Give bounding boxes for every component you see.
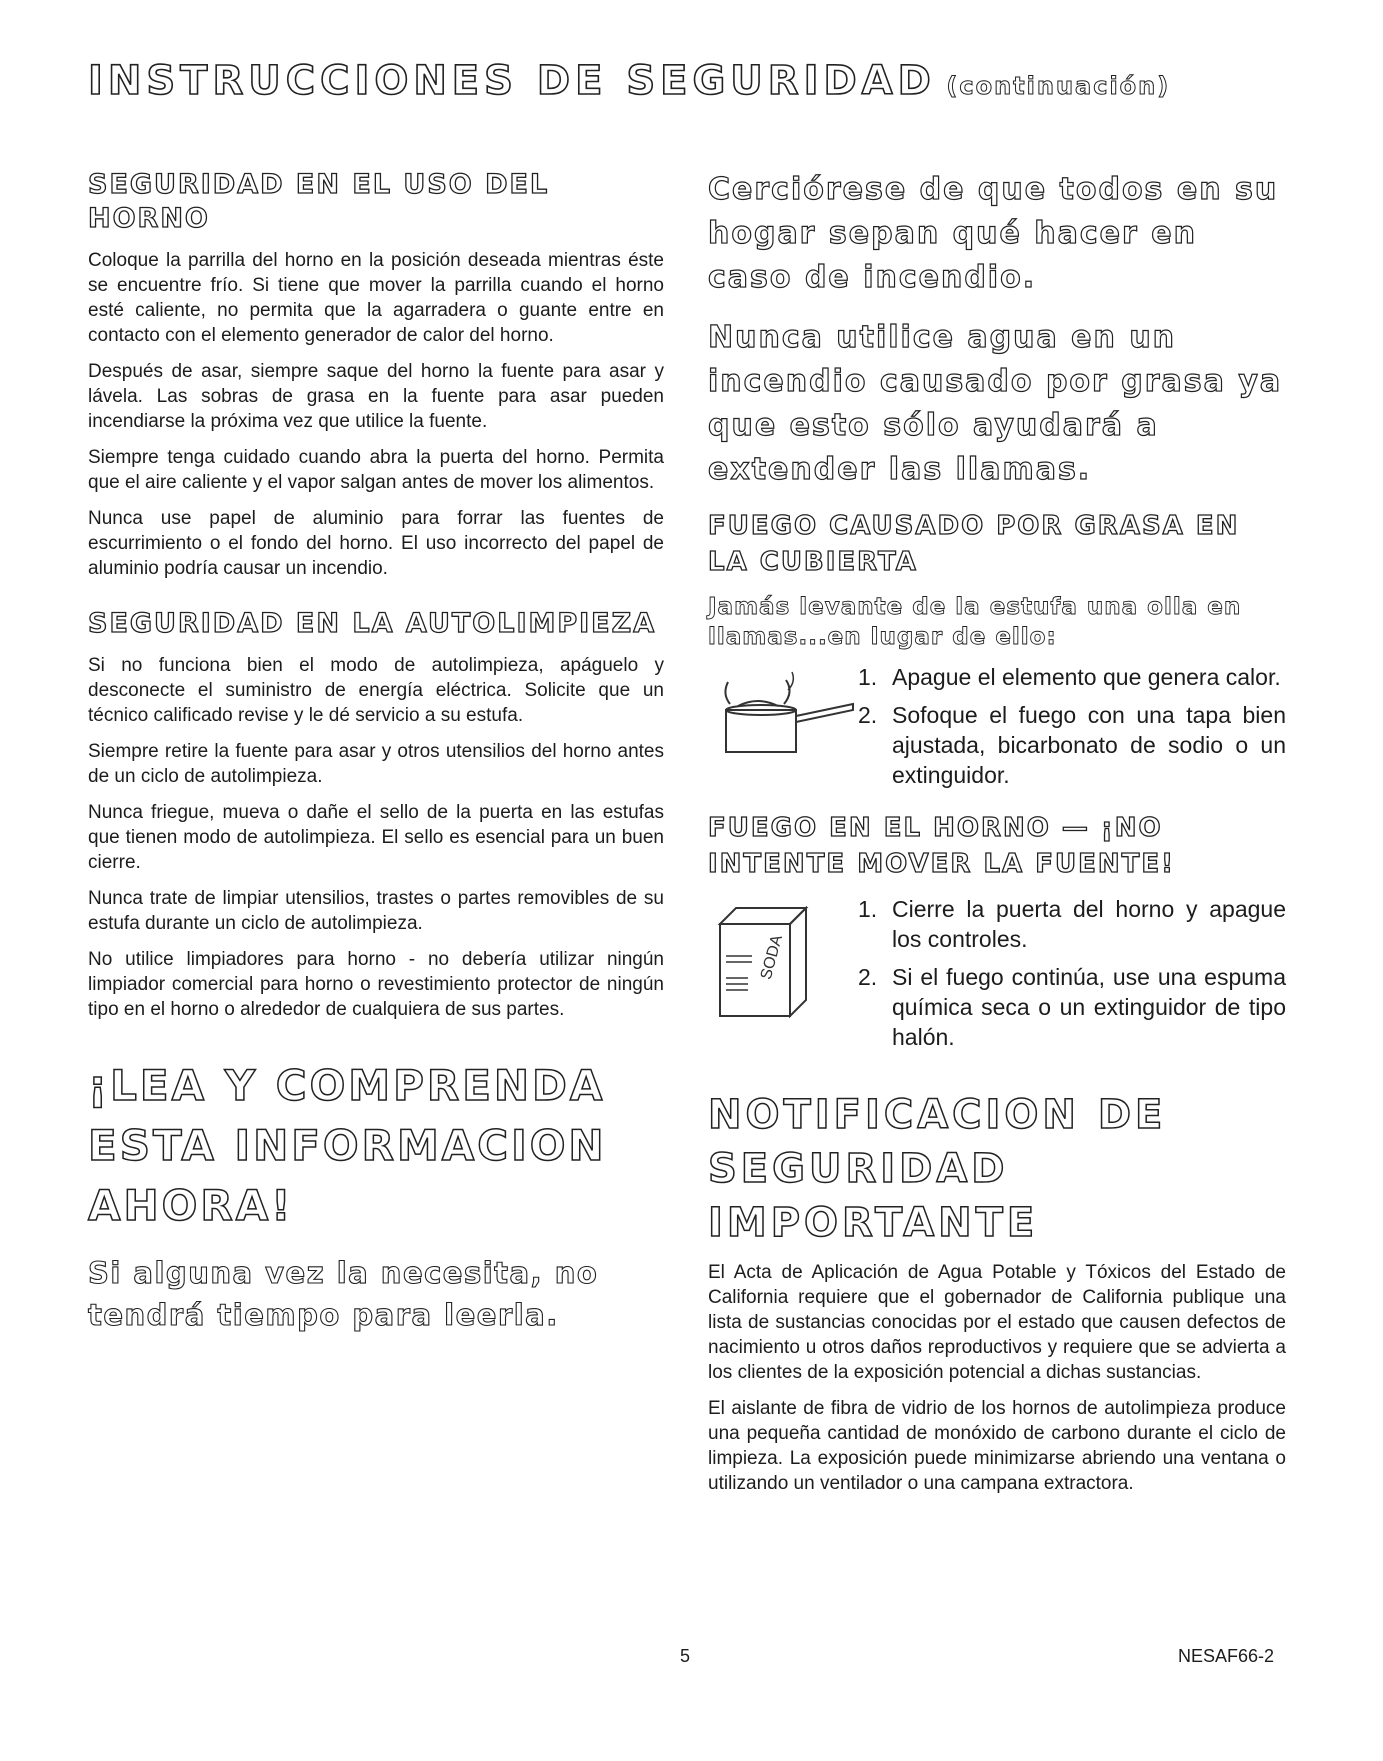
grease-fire-steps <box>708 662 1286 798</box>
title-suffix: (continuación) <box>946 72 1171 100</box>
soda-label: SODA <box>757 933 786 982</box>
step-text: Sofoque el fuego con una tapa bien ajustada, bicarbonato de sodio o un extinguidor. <box>892 702 1286 788</box>
oven-fire-steps <box>708 894 1286 1060</box>
paragraph: Nunca trate de limpiar utensilios, trastes o partes removibles de su estufa durante un ciclo de autolimpieza. <box>88 888 664 934</box>
page-title <box>88 58 1170 104</box>
page-number: 5 <box>680 1646 691 1666</box>
baking-soda-box-icon <box>708 894 858 1024</box>
step-text: Si el fuego continúa, use una espuma química seca o un extinguidor de tipo halón. <box>892 964 1286 1050</box>
step-number: 1. <box>858 664 878 690</box>
paragraph: Después de asar, siempre saque del horno la fuente para asar y lávela. Las sobras de grasa en la fuente para asar pueden incendiarse la próxima vez que utilice la fuente. <box>88 361 664 432</box>
paragraph: Coloque la parrilla del horno en la posición deseada mientras éste se encuentre frío. Si tiene que mover la parrilla cuando el horno esté caliente, no permita que la agarradera o guante entre en contacto con el elemento generador de calor del horno. <box>88 250 664 346</box>
section-heading-oven-safety: SEGURIDAD EN EL USO DEL HORNO <box>88 169 550 234</box>
section-heading-grease-fire: FUEGO CAUSADO POR GRASA EN LA CUBIERTA <box>708 511 1240 577</box>
step-number: 2. <box>858 964 878 990</box>
step-text: Apague el elemento que genera calor. <box>892 664 1281 690</box>
callout-household-plan: Cerciórese de que todos en su hogar sepan qué hacer en caso de incendio. <box>708 172 1279 295</box>
flaming-pan-illustration <box>708 662 858 798</box>
callout-read-now-sub: Si alguna vez la necesita, no tendrá tiempo para leerla. <box>88 1256 599 1332</box>
section-heading-oven-fire: FUEGO EN EL HORNO — ¡NO INTENTE MOVER LA FUENTE! <box>708 813 1175 879</box>
step-text: Cierre la puerta del horno y apague los controles. <box>892 896 1286 952</box>
list-item <box>858 894 1286 954</box>
callout-read-now: ¡LEA Y COMPRENDA ESTA INFORMACION AHORA! <box>88 1061 607 1230</box>
title-main: INSTRUCCIONES DE SEGURIDAD <box>88 58 936 104</box>
right-column <box>708 168 1286 1507</box>
paragraph: Siempre tenga cuidado cuando abra la puerta del horno. Permita que el aire caliente y el vapor salgan antes de mover los alimentos. <box>88 447 664 493</box>
list-item <box>858 700 1286 790</box>
document-code: NESAF66-2 <box>1178 1646 1275 1666</box>
section-heading-important-notice: NOTIFICACION DE SEGURIDAD IMPORTANTE <box>708 1092 1167 1246</box>
step-number: 1. <box>858 896 878 922</box>
paragraph: Nunca use papel de aluminio para forrar las fuentes de escurrimiento o el fondo del horno. El uso incorrecto del papel de aluminio podría causar un incendio. <box>88 508 664 579</box>
paragraph: No utilice limpiadores para horno - no debería utilizar ningún limpiador comercial para horno o revestimiento protector de ningún tipo en el horno o alrededor de cualquiera de sus partes. <box>88 949 664 1020</box>
paragraph: Nunca friegue, mueva o dañe el sello de la puerta en las estufas que tienen modo de autolimpieza. El sello es esencial para un buen cierre. <box>88 802 664 873</box>
left-column <box>88 168 664 1336</box>
paragraph: El Acta de Aplicación de Agua Potable y Tóxicos del Estado de California requiere que el gobernador de California publique una lista de sustancias conocidas por el estado que causen defectos de nacimiento u otros daños reproductivos y requiere que se advierta a los clientes de la exposición potencial a dichas sustancias. <box>708 1262 1286 1383</box>
callout-no-water-grease: Nunca utilice agua en un incendio causado por grasa ya que esto sólo ayudará a extender las llamas. <box>708 320 1283 487</box>
paragraph: El aislante de fibra de vidrio de los hornos de autolimpieza produce una pequeña cantidad de monóxido de carbono durante el ciclo de limpieza. La exposición puede minimizarse abriendo una ventana o utilizando un ventilador o una campana extractora. <box>708 1398 1286 1494</box>
flaming-pan-icon <box>708 662 858 772</box>
section-heading-self-clean-safety: SEGURIDAD EN LA AUTOLIMPIEZA <box>88 608 657 639</box>
list-item <box>858 962 1286 1052</box>
list-item <box>858 662 1286 692</box>
soda-box-illustration <box>708 894 858 1060</box>
grease-fire-intro: Jamás levante de la estufa una olla en llamas...en lugar de ello: <box>708 594 1242 650</box>
step-number: 2. <box>858 702 878 728</box>
paragraph: Si no funciona bien el modo de autolimpieza, apáguelo y desconecte el suministro de energía eléctrica. Solicite que un técnico calificado revise y le dé servicio a su estufa. <box>88 655 664 726</box>
paragraph: Siempre retire la fuente para asar y otros utensilios del horno antes de un ciclo de autolimpieza. <box>88 741 664 787</box>
